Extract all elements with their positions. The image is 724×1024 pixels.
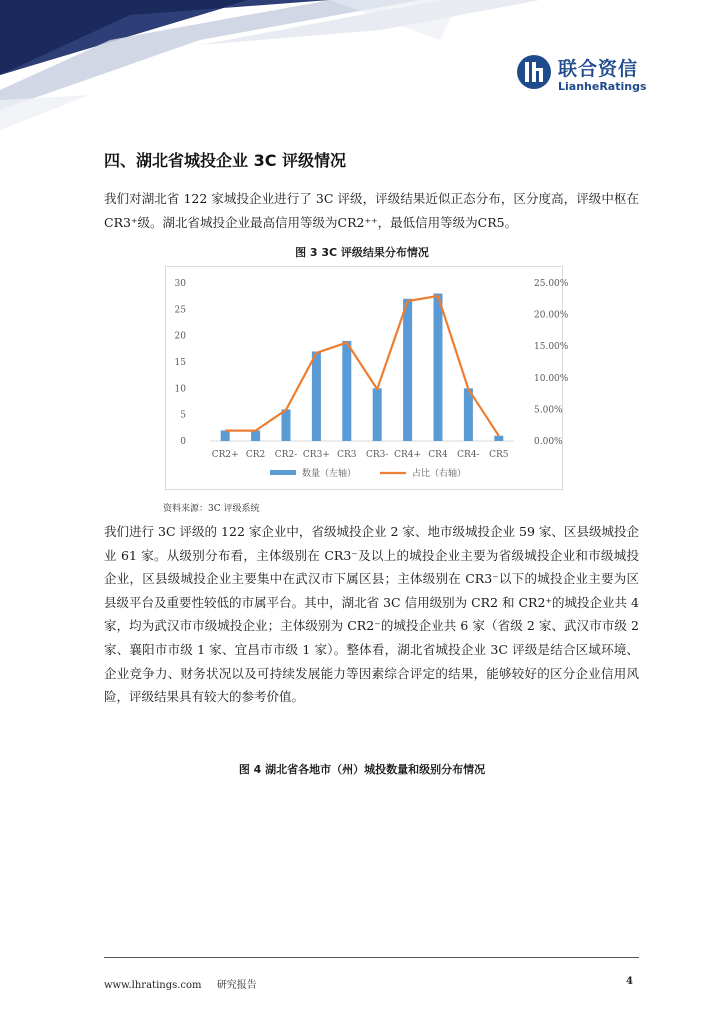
bar-CR4-	[464, 388, 473, 441]
right-axis-tick-label: 25.00%	[534, 279, 569, 289]
footer-website: www.lhratings.com	[104, 980, 202, 991]
section-heading: 四、湖北省城投企业 3C 评级情况	[104, 151, 347, 170]
left-axis-tick-label: 15	[174, 358, 186, 368]
left-axis-tick-label: 20	[174, 331, 186, 342]
footer-info	[104, 976, 269, 991]
legend-line-label: 占比（右轴）	[412, 469, 467, 479]
bar-CR4	[434, 294, 443, 441]
x-tick-label: CR2	[245, 450, 266, 460]
bar-CR3-	[373, 388, 382, 441]
figure-3-caption: 图 3 3C 评级结果分布情况	[295, 246, 429, 259]
analysis-paragraph: 我们进行 3C 评级的 122 家企业中，省级城投企业 2 家、地市级城投企业 59 家、区县级城投企业 61 家。从级别分布看，主体级别在 CR3⁻及以上的城投企业主要为省级城投企业和市级城投企业，区县级城投企业主要集中在武汉市下属区县；主体级别在 CR3⁻以下的城投企业主要为区县级平台及重要性较低的市属平台。其中，湖北省 3C 信用级别为 CR2 和 CR2⁺的城投企业共 4 家，均为武汉市市级城投企业；主体级别为 CR2⁻的城投企业共 6 家（省级 2 家、武汉市市级 2 家、襄阳市市级 1 家、宜昌市市级 1 家）。整体看，湖北省城投企业 3C 评级是结合区域环境、企业竞争力、财务状况以及可持续发展能力等因素综合评定的结果，能够较好的区分企业信用风险，评级结果具有较大的参考价值。	[104, 524, 639, 705]
left-axis-tick-label: 10	[174, 384, 186, 395]
bar-CR5	[494, 436, 503, 441]
x-tick-label: CR4	[428, 450, 448, 460]
bar-CR2-	[282, 409, 291, 441]
x-tick-label: CR3	[337, 450, 357, 460]
left-axis-tick-label: 5	[180, 410, 186, 421]
footer-doc-type: 研究报告	[216, 980, 257, 991]
figure-4-caption: 图 4 湖北省各地市（州）城投数量和级别分布情况	[238, 763, 486, 776]
right-axis-tick-label: 0.00%	[534, 437, 563, 447]
bar-CR4+	[403, 299, 412, 441]
x-tick-label: CR4-	[457, 450, 480, 460]
logo-english-text: LianheRatings	[558, 80, 647, 93]
bar-CR3+	[312, 351, 321, 441]
right-axis-tick-label: 15.00%	[534, 342, 569, 353]
right-axis-tick-label: 20.00%	[534, 310, 569, 321]
company-logo	[516, 52, 646, 96]
share-line	[225, 296, 499, 436]
right-axis-tick-label: 10.00%	[534, 373, 569, 384]
left-axis-tick-label: 0	[180, 437, 186, 447]
source-note: 资料来源：3C 评级系统	[163, 504, 260, 514]
lianhe-logo-icon	[516, 54, 552, 90]
page-number: 4	[626, 976, 633, 987]
x-tick-label: CR4+	[394, 450, 422, 460]
legend-bar-swatch	[270, 470, 296, 475]
bar-CR3	[342, 341, 351, 441]
bar-CR2	[251, 430, 260, 441]
bar-CR2+	[221, 430, 230, 441]
x-tick-label: CR5	[489, 450, 509, 460]
right-axis-tick-label: 5.00%	[534, 405, 563, 416]
intro-paragraph: 我们对湖北省 122 家城投企业进行了 3C 评级，评级结果近似正态分布，区分度高，评级中枢在CR3⁺级。湖北省城投企业最高信用等级为CR2⁺⁺，最低信用等级为CR5。	[104, 191, 639, 230]
x-tick-label: CR2-	[274, 450, 298, 460]
logo-chinese-text: 联合资信	[558, 58, 639, 80]
x-tick-label: CR2+	[211, 450, 239, 460]
left-axis-tick-label: 25	[174, 305, 186, 316]
left-axis-tick-label: 30	[174, 279, 186, 289]
x-tick-label: CR3-	[365, 450, 389, 460]
x-tick-label: CR3+	[302, 450, 330, 460]
footer-divider	[104, 957, 639, 958]
chart-canvas	[166, 267, 569, 489]
legend-bar-label: 数量（左轴）	[302, 469, 357, 479]
rating-distribution-chart	[165, 266, 569, 490]
